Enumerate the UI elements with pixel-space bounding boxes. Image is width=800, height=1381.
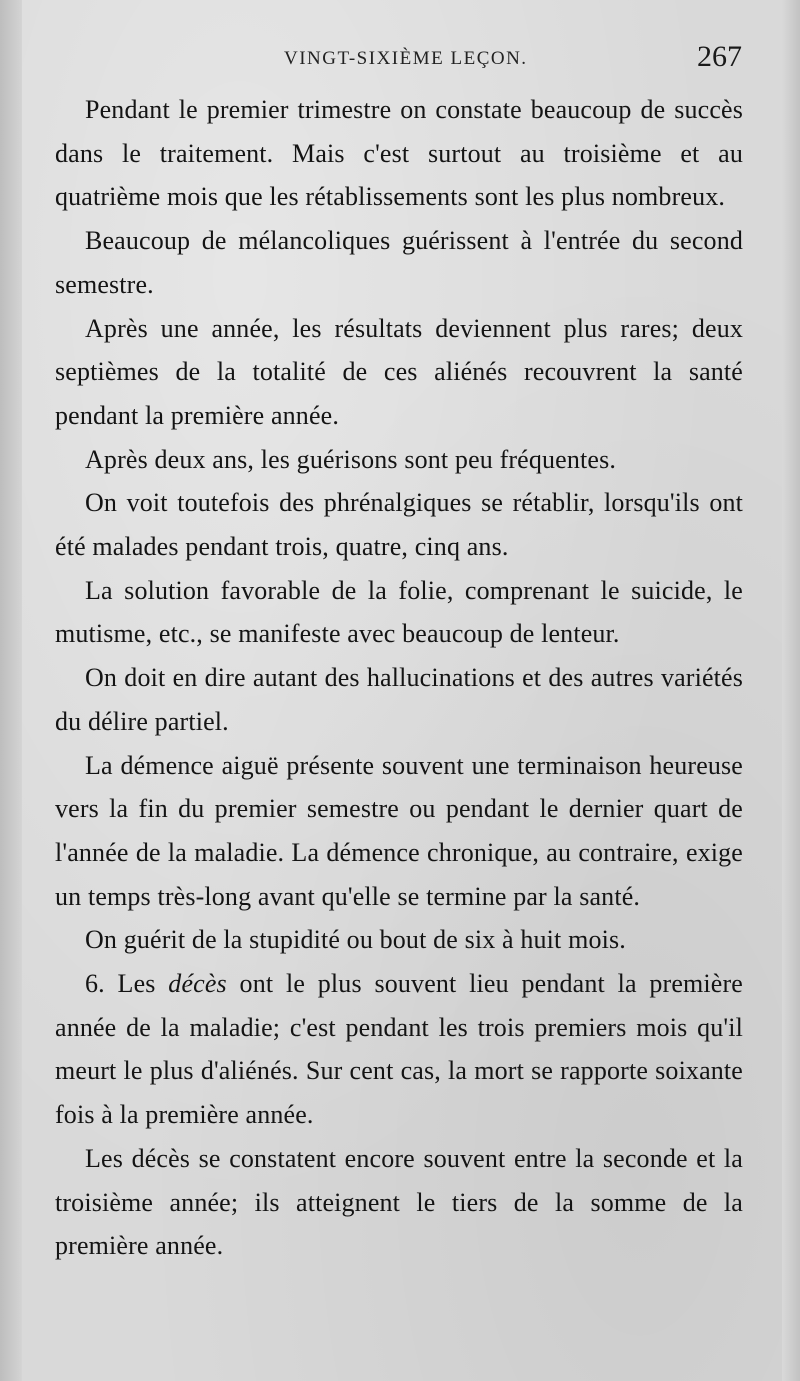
paragraph-10-italic-word: décès [168,969,227,999]
running-title: VINGT-SIXIÈME LEÇON. [284,48,528,69]
paragraph-8: La démence aiguë présente souvent une terminaison heureuse vers la fin du premier semestre ou pendant le dernier quart de l'année de la maladie. La démence chronique, au contraire, exige un temps très-long avant qu'elle se termine par la santé. [55,750,743,911]
paragraph-9: On guérit de la stupidité ou bout de six à huit mois. [85,925,626,955]
paragraph-11: Les décès se constatent encore souvent entre la seconde et la troisième année; ils atteignent le tiers de la somme de la première année. [55,1143,743,1261]
page-right-edge [782,0,800,1381]
body-text [55,88,743,1268]
paragraph-6: La solution favorable de la folie, comprenant le suicide, le mutisme, etc., se manifeste avec beaucoup de lenteur. [55,575,743,649]
paragraph-5: On voit toutefois des phrénalgiques se rétablir, lorsqu'ils ont été malades pendant trois, quatre, cinq ans. [55,488,743,562]
paragraph-2: Beaucoup de mélancoliques guérissent à l'entrée du second semestre. [55,226,743,299]
paragraph-10-prefix: 6. Les [85,969,169,999]
paragraph-10 [55,962,743,1137]
page-header [60,40,742,84]
paragraph-10-suffix: ont le plus souvent lieu pendant la première année de la maladie; c'est pendant les trois premiers mois qu'il meurt le plus d'aliénés. Sur cent cas, la mort se rapporte soixante fois à la première année. [55,969,743,1130]
page-number: 267 [697,40,742,73]
paragraph-7: On doit en dire autant des hallucinations et des autres variétés du délire partiel. [55,663,743,736]
page-left-edge [0,0,22,1381]
paragraph-1: Pendant le premier trimestre on constate beaucoup de succès dans le traitement. Mais c'est surtout au troisième et au quatrième mois que les rétablissements sont les plus nombreux. [55,95,743,212]
paragraph-4: Après deux ans, les guérisons sont peu fréquentes. [85,444,616,474]
paragraph-3: Après une année, les résultats deviennent plus rares; deux septièmes de la totalité de ces aliénés recouvrent la santé pendant la première année. [55,313,743,430]
